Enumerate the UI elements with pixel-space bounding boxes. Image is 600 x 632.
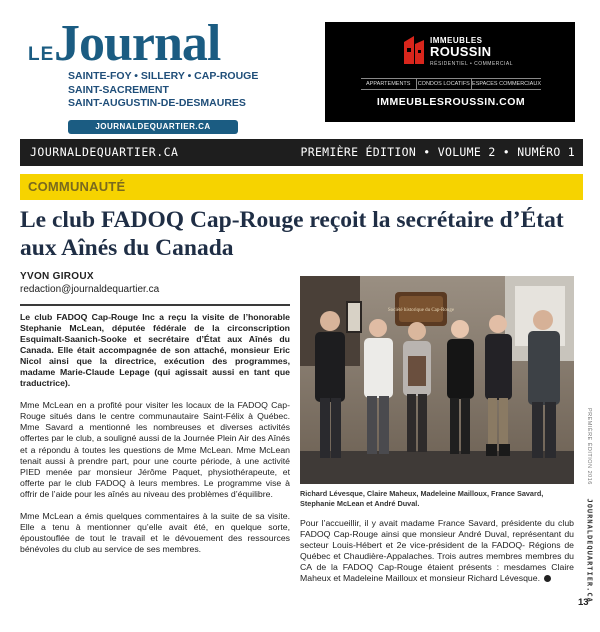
masthead bbox=[0, 0, 600, 136]
vertical-edition-text: PREMIÈRE ÉDITION 2016 bbox=[586, 408, 592, 485]
roussin-logo-icon bbox=[402, 36, 426, 64]
ad-name-top: IMMEUBLES bbox=[430, 36, 483, 45]
logo-area-line: SAINTE-FOY • SILLERY • CAP-ROUGE bbox=[68, 70, 259, 82]
logo-area-line: SAINT-SACREMENT bbox=[68, 83, 169, 96]
logo-le: LE bbox=[28, 44, 55, 65]
logo-area-line: SAINT-AUGUSTIN-DE-DESMAURES bbox=[68, 97, 246, 109]
byline-divider bbox=[20, 304, 290, 306]
issue-site[interactable]: JOURNALDEQUARTIER.CA bbox=[30, 145, 179, 159]
ad-categories bbox=[361, 78, 541, 90]
ad-category: CONDOS LOCATIFS bbox=[417, 79, 473, 89]
group-photo-illustration bbox=[300, 276, 574, 484]
article-lead: Le club FADOQ Cap-Rouge Inc a reçu la visite de l’honorable Stephanie McLean, députée fédérale de la circonscription Esquimalt-Saanich-Sooke et secrétaire d’État aux Aînés du Canada. Elle était accompagnée de son attaché, monsieur Eric Nicol ainsi que la directrice, exécution des programmes, madame Marie-Claude Lepage (qui agissait aussi en tant que traductrice). bbox=[20, 312, 290, 389]
author-email[interactable]: redaction@journaldequartier.ca bbox=[20, 284, 160, 295]
issue-bar bbox=[20, 139, 583, 166]
vertical-site-text: JOURNALDEQUARTIER.CA bbox=[585, 498, 594, 603]
vertical-edition-label bbox=[582, 410, 594, 500]
byline bbox=[20, 271, 290, 295]
vertical-site-label bbox=[582, 498, 594, 603]
article-paragraph: Mme McLean a émis quelques commentaires à la suite de sa visite. Elle a tenu à mentionner qu’elle avait été, en quelque sorte, époustouflée de tout le travail et le dévouement des ressources bénévoles du club au service de ses membres. bbox=[20, 510, 290, 554]
ad-subtitle: RÉSIDENTIEL • COMMERCIAL bbox=[430, 61, 514, 67]
end-of-article-icon bbox=[544, 575, 551, 582]
roussin-advertisement[interactable] bbox=[325, 22, 575, 122]
logo-url[interactable]: JOURNALDEQUARTIER.CA bbox=[68, 120, 238, 134]
logo-journal: Journal bbox=[54, 15, 221, 72]
section-bar bbox=[20, 174, 583, 200]
ad-url[interactable]: IMMEUBLESROUSSIN.COM bbox=[376, 96, 526, 108]
article-body-right bbox=[300, 518, 574, 584]
logo-areas bbox=[68, 70, 288, 111]
ad-category: ESPACES COMMERCIAUX bbox=[472, 81, 541, 87]
issue-edition: PREMIÈRE ÉDITION • VOLUME 2 • NUMÉRO 1 bbox=[300, 145, 575, 159]
photo-sign-text: Société historique du Cap-Rouge bbox=[387, 308, 455, 313]
page-number: 13 bbox=[578, 597, 589, 608]
article-headline: Le club FADOQ Cap-Rouge reçoit la secrétaire d’État aux Aînés du Canada bbox=[20, 207, 564, 261]
ad-category: APPARTEMENTS bbox=[361, 79, 417, 89]
photo-caption: Richard Lévesque, Claire Maheux, Madeleine Mailloux, France Savard, Stephanie McLean et André Duval. bbox=[300, 489, 544, 508]
ad-name-main: ROUSSIN bbox=[430, 44, 492, 59]
section-label: COMMUNAUTÉ bbox=[28, 179, 126, 194]
author-name: YVON GIROUX bbox=[20, 271, 94, 282]
article-paragraph: Mme McLean en a profité pour visiter les locaux de la FADOQ Cap-Rouge situés dans le centre communautaire Saint-Félix à Québec. Mme Savard a mentionné les nombreuses et diverses activités offertes par le club, a souligné aussi de la Journée Plein Air des Aînés et a répondu à toutes les questions de Mme McLean. Mme McLean tenait aussi à prendre part, pour une courte période, à une activité PIED menée par monsieur Jérôme Paquet, physiothérapeute, et offerte par le club FADOQ à leurs membres. Le programme vise à offrir de l’aide pour les aînés au niveau des problèmes d’équilibre. bbox=[20, 400, 290, 499]
group-photo bbox=[300, 276, 574, 484]
article-body-left bbox=[20, 312, 290, 566]
article-paragraph: Pour l’accueillir, il y avait madame France Savard, présidente du club FADOQ Cap-Rouge ainsi que monsieur André Duval, représentant du secteur Louis-Hébert et 2e vice-président de la FADOQ- Régions de Québec et Chaudière-Appalaches. Trois autres membres membres du CA de la FADOQ Cap-Rouge étaient présents : mesdames Claire Maheux et Madeleine Mailloux et monsieur Richard Lévesque. bbox=[300, 518, 574, 584]
